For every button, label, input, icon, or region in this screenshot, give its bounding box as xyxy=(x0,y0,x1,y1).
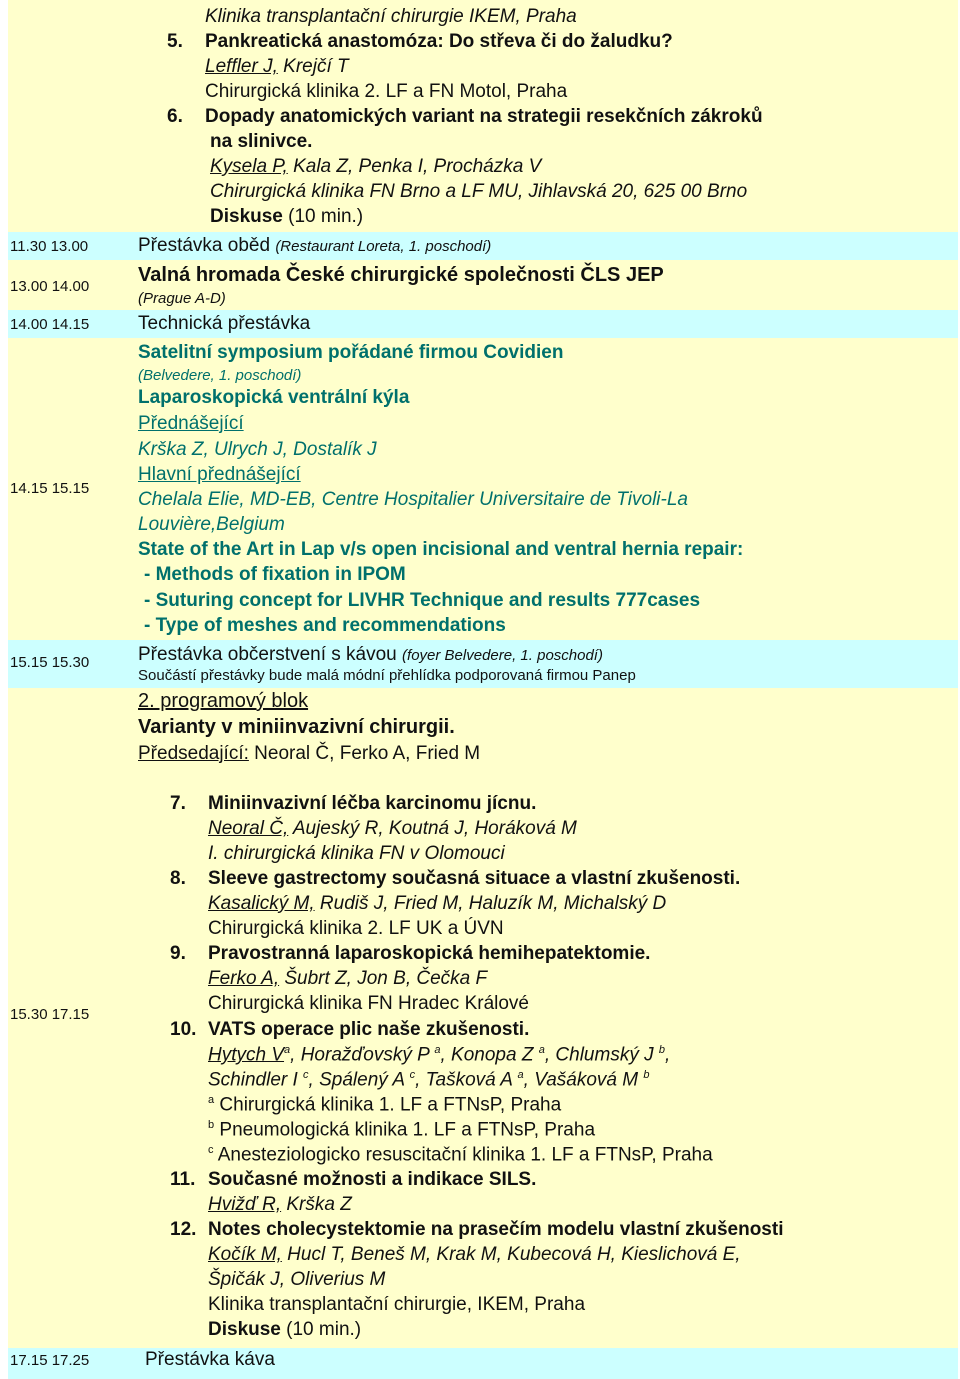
affiliation-mark: c xyxy=(409,1069,416,1081)
author-text: , Chlumský J xyxy=(544,1044,659,1066)
tech-label: Technická přestávka xyxy=(138,313,311,334)
main-lecturer: Chelala Elie, MD-EB, Centre Hospitalier Universitaire de Tivoli-La xyxy=(138,489,688,510)
item-5-title xyxy=(167,31,673,53)
author-text: , xyxy=(665,1044,671,1066)
affiliation-mark: b xyxy=(658,1044,666,1056)
coauthors: Rudiš J, Fried M, Haluzík M, Michalský D xyxy=(314,893,667,914)
item-title-text: Pankreatická anastomóza: Do střeva či do žaludku? xyxy=(205,31,673,52)
discussion-label: Diskuse xyxy=(208,1319,281,1340)
author-text: , Vašáková M xyxy=(523,1069,644,1091)
author-text: , Horažďovský P xyxy=(290,1044,435,1066)
coauthors: Krejčí T xyxy=(277,56,349,77)
item-11-authors xyxy=(208,1194,352,1216)
item-7-title xyxy=(170,793,536,815)
lecturers-label: Přednášející xyxy=(138,413,244,434)
item-10-title xyxy=(170,1019,529,1041)
valna-time: 13.00 14.00 xyxy=(10,278,90,295)
institution-text: Pneumologická klinika 1. LF a FTNsP, Praha xyxy=(214,1119,596,1141)
affiliation-mark: a xyxy=(208,1094,215,1106)
coauthors: Kala Z, Penka I, Procházka V xyxy=(287,156,542,177)
affiliation-mark: a xyxy=(284,1044,291,1056)
inst-line: Klinika transplantační chirurgie IKEM, Praha xyxy=(205,6,577,27)
first-author: Kasalický M, xyxy=(208,893,315,914)
lunch-time: 11.30 13.00 xyxy=(10,238,89,255)
main-lecturer-label: Hlavní přednášející xyxy=(138,464,301,485)
valna-location: (Prague A-D) xyxy=(138,290,226,307)
author-text: Schindler I xyxy=(208,1069,304,1091)
coffee-label xyxy=(138,644,603,666)
affiliation-mark: b xyxy=(208,1119,215,1131)
item-title-text: Miniinvazivní léčba karcinomu jícnu. xyxy=(208,793,537,814)
affiliation-mark: a xyxy=(517,1069,524,1081)
block2-title: Varianty v miniinvazivní chirurgii. xyxy=(138,716,455,738)
satellite-location: (Belvedere, 1. poschodí) xyxy=(138,367,302,384)
institution-text: Anesteziologicko resuscitační klinika 1. LF a FTNsP, Praha xyxy=(213,1144,713,1166)
valna-title: Valná hromada České chirurgické společnosti ČLS JEP xyxy=(138,264,664,286)
item-10-authors xyxy=(208,1044,670,1066)
item-title-text: Dopady anatomických variant na strategii resekčních zákroků xyxy=(205,106,763,127)
affiliation-mark: a xyxy=(538,1044,545,1056)
satellite-bullet-1: - Methods of fixation in IPOM xyxy=(144,564,406,585)
first-author: Neoral Č, xyxy=(208,818,289,839)
item-12-authors-cont: Špičák J, Oliverius M xyxy=(208,1269,386,1290)
item-8-institution: Chirurgická klinika 2. LF UK a ÚVN xyxy=(208,918,504,939)
break-end-time: 17.15 17.25 xyxy=(10,1352,90,1369)
item-8-title xyxy=(170,868,740,890)
institution-text: Chirurgická klinika 1. LF a FTNsP, Praha xyxy=(214,1094,562,1116)
block2-chairs xyxy=(138,743,480,765)
item-5-authors xyxy=(205,56,349,78)
affiliation-mark: c xyxy=(303,1069,309,1081)
coauthors: Krška Z xyxy=(281,1194,352,1215)
item-9-title xyxy=(170,943,650,965)
item-title-text: Současné možnosti a indikace SILS. xyxy=(208,1169,537,1190)
item-6-title-cont: na slinivce. xyxy=(210,131,313,152)
item-number: 6. xyxy=(167,106,183,127)
item-12-title xyxy=(170,1219,783,1241)
lunch-location: (Restaurant Loreta, 1. poschodí) xyxy=(275,238,492,255)
item-number: 11. xyxy=(170,1169,196,1190)
tech-time: 14.00 14.15 xyxy=(10,316,90,333)
item-8-authors xyxy=(208,893,666,915)
lecturers: Krška Z, Ulrych J, Dostalík J xyxy=(138,439,377,460)
item-10-inst-a xyxy=(208,1094,561,1116)
break-end-label: Přestávka káva xyxy=(145,1349,275,1370)
first-author: Leffler J, xyxy=(205,56,278,77)
satellite-bullet-3: - Type of meshes and recommendations xyxy=(144,615,506,636)
lunch-text: Přestávka oběd xyxy=(138,235,271,256)
item-title-text: Notes cholecystektomie na prasečím modelu vlastní zkušenosti xyxy=(208,1219,784,1240)
coauthors: Hucl T, Beneš M, Krak M, Kubecová H, Kieslichová E, xyxy=(281,1244,741,1265)
item-5-institution: Chirurgická klinika 2. LF a FN Motol, Praha xyxy=(205,81,568,102)
affiliation-mark: a xyxy=(434,1044,441,1056)
first-author: Hytych V xyxy=(208,1044,285,1066)
block2-label: 2. programový blok xyxy=(138,690,309,712)
satellite-time: 14.15 15.15 xyxy=(10,480,90,497)
item-number: 9. xyxy=(170,943,186,964)
item-title-text: Sleeve gastrectomy současná situace a vlastní zkušenosti. xyxy=(208,868,741,889)
item-7-authors xyxy=(208,818,577,840)
discussion-duration: (10 min.) xyxy=(280,1319,362,1340)
author-text: , Tašková A xyxy=(415,1069,518,1091)
first-author: Kočík M, xyxy=(208,1244,282,1265)
item-6-authors xyxy=(210,156,541,178)
satellite-state: State of the Art in Lap v/s open incisional and ventral hernia repair: xyxy=(138,539,744,560)
item-number: 7. xyxy=(170,793,186,814)
chairs: Neoral Č, Ferko A, Fried M xyxy=(248,743,481,764)
item-number: 5. xyxy=(167,31,183,52)
coauthors: Šubrt Z, Jon B, Čečka F xyxy=(279,968,488,989)
lunch-label xyxy=(138,235,491,257)
chair-label: Předsedající: xyxy=(138,743,249,764)
first-author: Kysela P, xyxy=(210,156,288,177)
coauthors: Aujeský R, Koutná J, Horáková M xyxy=(288,818,577,839)
coffee-location: (foyer Belvedere, 1. poschodí) xyxy=(402,647,603,664)
item-12-institution: Klinika transplantační chirurgie, IKEM, Praha xyxy=(208,1294,586,1315)
item-11-title xyxy=(170,1169,536,1191)
item-number: 10. xyxy=(170,1019,197,1040)
item-title-text: VATS operace plic naše zkušenosti. xyxy=(208,1019,530,1040)
satellite-bullet-2: - Suturing concept for LIVHR Technique and results 777cases xyxy=(144,590,701,611)
item-9-institution: Chirurgická klinika FN Hradec Králové xyxy=(208,993,529,1014)
discussion-1 xyxy=(210,206,363,228)
item-10-inst-b xyxy=(208,1119,595,1141)
discussion-2 xyxy=(208,1319,361,1341)
item-9-authors xyxy=(208,968,487,990)
item-6-title xyxy=(167,106,763,128)
main-lecturer-cont: Louvière,Belgium xyxy=(138,514,285,535)
first-author: Ferko A, xyxy=(208,968,280,989)
satellite-topic: Laparoskopická ventrální kýla xyxy=(138,387,410,408)
author-text: , Spálený A xyxy=(308,1069,410,1091)
item-number: 8. xyxy=(170,868,186,889)
item-6-institution: Chirurgická klinika FN Brno a LF MU, Jihlavská 20, 625 00 Brno xyxy=(210,181,748,202)
discussion-duration: (10 min.) xyxy=(282,206,364,227)
affiliation-mark: b xyxy=(643,1069,650,1081)
item-12-authors xyxy=(208,1244,741,1266)
item-10-authors-cont xyxy=(208,1069,649,1091)
author-text: , Konopa Z xyxy=(440,1044,539,1066)
coffee-time: 15.15 15.30 xyxy=(10,654,90,671)
item-title-text: Pravostranná laparoskopická hemihepatektomie. xyxy=(208,943,651,964)
section2-time: 15.30 17.15 xyxy=(10,1006,90,1023)
item-10-inst-c xyxy=(208,1144,713,1166)
affiliation-mark: c xyxy=(208,1144,214,1156)
satellite-title: Satelitní symposium pořádané firmou Covidien xyxy=(138,342,564,363)
discussion-label: Diskuse xyxy=(210,206,283,227)
item-7-institution: I. chirurgická klinika FN v Olomouci xyxy=(208,843,505,864)
first-author: Hvižď R, xyxy=(208,1194,282,1215)
coffee-note: Součástí přestávky bude malá módní přehlídka podporovaná firmou Panep xyxy=(138,667,636,684)
coffee-text: Přestávka občerstvení s kávou xyxy=(138,644,397,665)
item-number: 12. xyxy=(170,1219,197,1240)
